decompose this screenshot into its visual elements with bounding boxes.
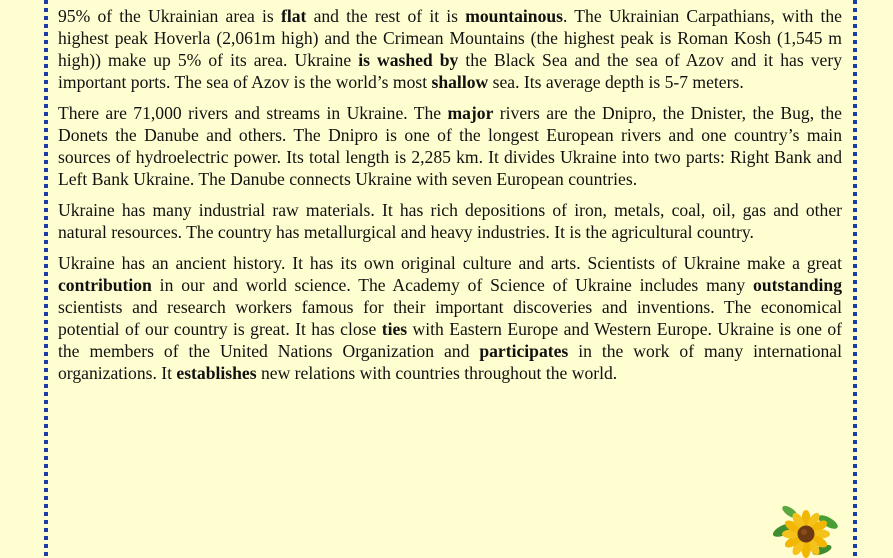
text-segment: sea. Its average depth is 5-7 meters.: [488, 72, 744, 92]
keyword-shallow: shallow: [431, 72, 489, 92]
text-segment: with Eastern Europe and Western Europe. Ukraine is one of the members of the United Nations Organization and: [58, 319, 842, 361]
document-body: [58, 5, 842, 393]
text-segment: . The Ukrainian Carpathians, with the highest peak Hoverla (2,061m high) and the Crimean Mountains (the highest peak is Roman Kosh (1,545 m high)) make up 5% of its area. Ukraine: [58, 6, 842, 70]
keyword-mountainous: mountainous: [465, 6, 564, 26]
keyword-contribution: contribution: [58, 275, 152, 295]
text-segment: Ukraine has many industrial raw materials. It has rich depositions of iron, metals, coal, oil, gas and other natural resources. The country has metallurgical and heavy industries. It is the agricultural country.: [58, 200, 842, 242]
paragraph-relief: [58, 5, 842, 93]
text-segment: scientists and research workers famous for their important discoveries and inventions. The economical potential of our country is great. It has close: [58, 297, 842, 339]
dotted-border-right: [853, 0, 857, 558]
dotted-border-left: [44, 0, 48, 558]
keyword-establishes: establishes: [176, 363, 257, 383]
text-segment: There are 71,000 rivers and streams in Ukraine. The: [58, 103, 448, 123]
text-segment: new relations with countries throughout the world.: [256, 363, 618, 383]
keyword-participates: participates: [479, 341, 569, 361]
text-segment: 95% of the Ukrainian area is: [58, 6, 281, 26]
keyword-flat: flat: [280, 6, 307, 26]
keyword-outstanding: outstanding: [753, 275, 842, 295]
text-segment: the Black Sea and the sea of Azov and it has very important ports. The sea of Azov is the world’s most: [58, 50, 842, 92]
text-segment: Ukraine has an ancient history. It has its own original culture and arts. Scientists of Ukraine make a great: [58, 253, 842, 273]
paragraph-history: [58, 252, 842, 384]
keyword-is-washed-by: is washed by: [358, 50, 459, 70]
text-segment: in the work of many international organizations. It: [58, 341, 842, 383]
keyword-major: major: [447, 103, 494, 123]
paragraph-resources: [58, 199, 842, 243]
paragraph-rivers: [58, 102, 842, 190]
text-segment: rivers are the Dnipro, the Dnister, the Bug, the Donets the Danube and others. The Dnipro is one of the longest European rivers and one country’s main sources of hydroelectric power. Its total length is 2,285 km. It divides Ukraine into two parts: Right Bank and Left Bank Ukraine. The Danube connects Ukraine with seven European countries.: [58, 103, 842, 189]
text-segment: and the rest of it is: [306, 6, 466, 26]
text-segment: in our and world science. The Academy of Science of Ukraine includes many: [151, 275, 754, 295]
keyword-ties: ties: [381, 319, 408, 339]
sunflower-icon: [770, 500, 840, 558]
